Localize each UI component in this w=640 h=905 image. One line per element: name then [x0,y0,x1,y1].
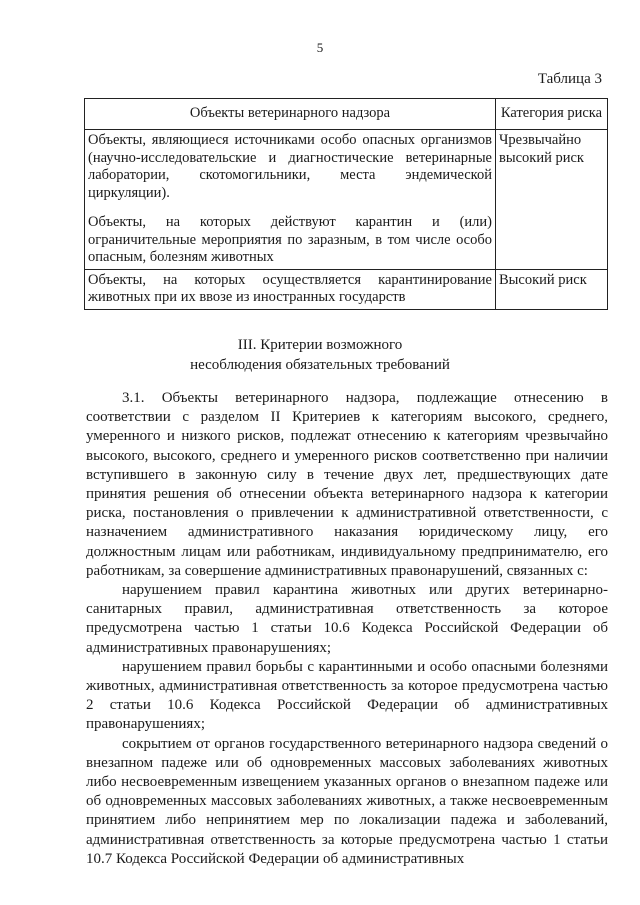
table-header-row [85,99,608,130]
paragraph: сокрытием от органов государственного ветеринарного надзора сведений о внезапном падеже или об одновременных массовых заболеваниях животных либо несвоевременным извещением указанных органов о внезапном падеже или об одновременных массовых заболеваниях животных, а также несвоевременным принятием либо непринятием мер по локализации падежа и заболеваний, административная ответственность за которые предусмотрена частью 1 статьи 10.7 Кодекса Российской Федерации об административных [86,735,608,867]
paragraph: 3.1. Объекты ветеринарного надзора, подлежащие отнесению в соответствии с разделом II Критериев к категориям высокого, среднего, умеренного и низкого рисков, подлежат отнесению к категориям чрезвычайно высокого, высокого, среднего и умеренного рисков соответственно при наличии вступившего в законную силу в течение двух лет, предшествующих дате принятия решения об отнесении объекта ветеринарного надзора к категории риска, постановления о привлечении к административной ответственности, с назначением административного наказания юридическому лицу, его должностным лицам или работникам, индивидуальному предпринимателю, его работникам, за совершение административных правонарушений, связанных с: [86,390,608,579]
risk-table [84,98,608,310]
header-category: Категория риска [496,99,608,130]
paragraph: нарушением правил карантина животных или других ветеринарно-санитарных правил, административная ответственность за которое предусмотрена частью 1 статьи 10.6 Кодекса Российской Федерации об административных правонарушениях; [86,582,608,656]
objects-text: Объекты, на которых действуют карантин и (или) ограничительные мероприятия по заразным, в том числе особо опасным, болезням животных [88,214,492,265]
section-title-line: III. Критерии возможного [237,337,403,353]
section-title-line: несоблюдения обязательных требований [190,357,450,373]
header-objects: Объекты ветеринарного надзора [85,99,496,130]
objects-cell [85,130,496,270]
objects-cell [85,269,496,309]
category-cell: Чрезвычайно высокий риск [496,130,608,270]
table-label: Таблица 3 [537,71,602,87]
page-number: 5 [316,40,324,55]
table-row [85,130,608,270]
table-row [85,269,608,309]
objects-text: Объекты, на которых осуществляется карантинирование животных при их ввозе из иностранных государств [88,271,492,305]
body-text [86,389,608,869]
section-heading [0,335,640,375]
paragraph: нарушением правил борьбы с карантинными и особо опасными болезнями животных, административная ответственность за которое предусмотрена частью 2 статьи 10.6 Кодекса Российской Федерации об административных правонарушениях; [86,658,608,733]
objects-text: Объекты, являющиеся источниками особо опасных организмов (научно-исследовательские и диагностические ветеринарные лаборатории, скотомогильники, места эндемической циркуляции). [88,132,492,201]
category-cell: Высокий риск [496,269,608,309]
